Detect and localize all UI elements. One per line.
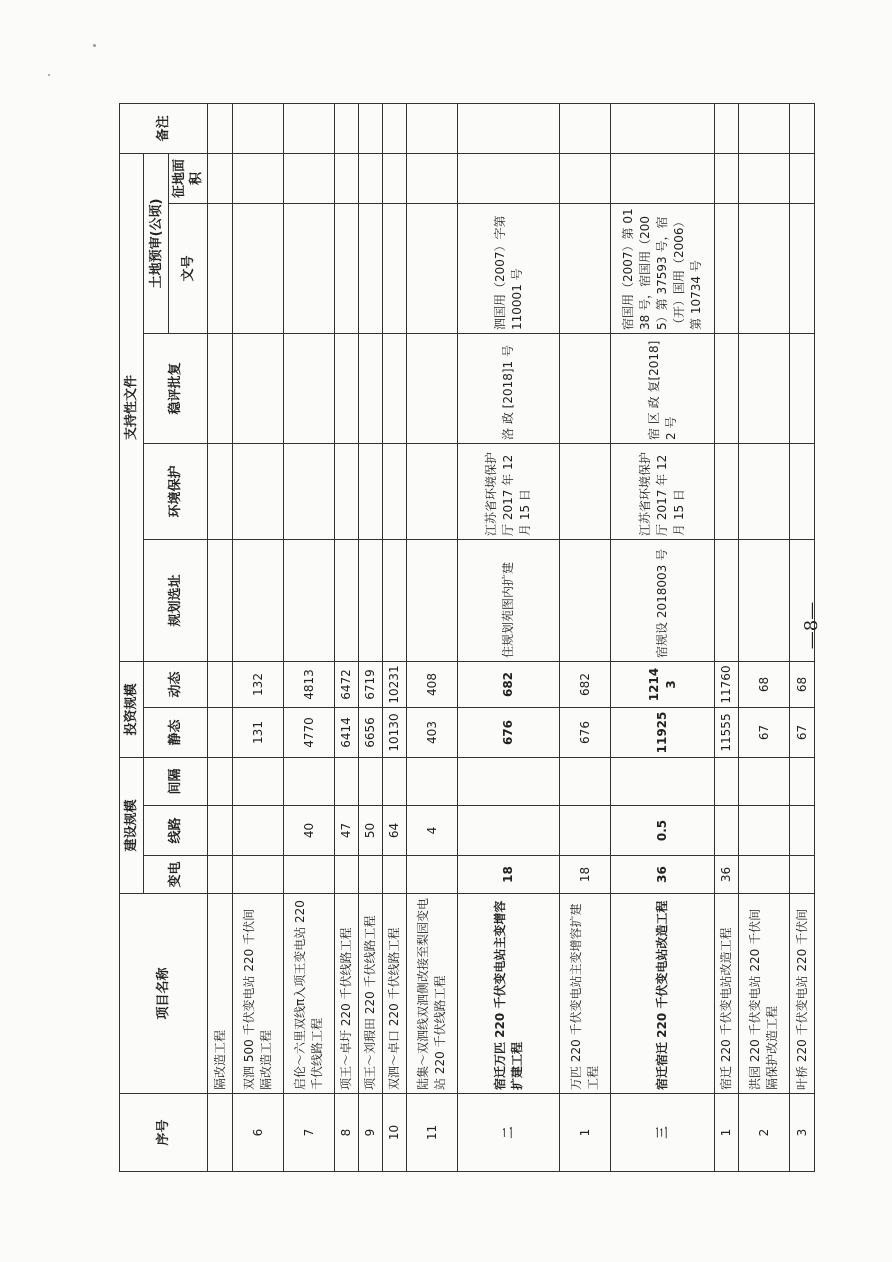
cell-env (715, 443, 739, 539)
cell-static: 131 (233, 708, 284, 758)
cell-sub: 36 (715, 856, 739, 894)
cell-seq: 三 (611, 1094, 715, 1172)
cell-stab (407, 333, 458, 443)
cell-plan (383, 539, 407, 661)
cell-area (383, 153, 407, 203)
cell-sub (335, 856, 359, 894)
header-env-protection: 环境保护 (144, 443, 208, 539)
cell-seq: 8 (335, 1094, 359, 1172)
cell-bay (611, 758, 715, 806)
table-row (739, 103, 790, 1171)
cell-seq: 1 (560, 1094, 611, 1172)
cell-doc: 宿国用（2007）第 0138 号，宿国用（2005）第 37593 号，宿（开）国用（2006）第 10734 号 (611, 203, 715, 333)
cell-plan: 住规划苑图内扩建 (458, 539, 560, 661)
cell-dynamic: 4813 (284, 661, 335, 707)
cell-bay (560, 758, 611, 806)
cell-name: 宿迁万匹 220 千伏变电站主变增容扩建工程 (458, 894, 560, 1094)
cell-seq: 3 (790, 1094, 815, 1172)
cell-seq (208, 1094, 233, 1172)
cell-env (284, 443, 335, 539)
cell-bay (284, 758, 335, 806)
cell-static: 676 (560, 708, 611, 758)
cell-env (407, 443, 458, 539)
cell-static: 4770 (284, 708, 335, 758)
cell-sub (233, 856, 284, 894)
header-bay: 间隔 (144, 758, 208, 806)
cell-line: 50 (359, 806, 383, 856)
cell-env (359, 443, 383, 539)
cell-plan (739, 539, 790, 661)
cell-line (739, 806, 790, 856)
cell-name: 宿迁 220 千伏变电站改造工程 (715, 894, 739, 1094)
cell-doc (383, 203, 407, 333)
cell-stab (359, 333, 383, 443)
cell-name: 万匹 220 千伏变电站主变增容扩建工程 (560, 894, 611, 1094)
cell-doc (560, 203, 611, 333)
cell-doc (208, 203, 233, 333)
table-row (383, 103, 407, 1171)
cell-stab (739, 333, 790, 443)
header-land-area: 征地面积 (169, 153, 208, 203)
cell-seq: 11 (407, 1094, 458, 1172)
cell-note (335, 103, 359, 153)
cell-dynamic: 11760 (715, 661, 739, 707)
cell-env (383, 443, 407, 539)
cell-name: 洪园 220 千伏变电站 220 千伏间隔保护改造工程 (739, 894, 790, 1094)
cell-bay (335, 758, 359, 806)
cell-seq: 10 (383, 1094, 407, 1172)
cell-line (790, 806, 815, 856)
cell-plan (284, 539, 335, 661)
cell-plan (233, 539, 284, 661)
table-row (335, 103, 359, 1171)
rotated-table-container (119, 103, 815, 1172)
cell-sub (383, 856, 407, 894)
cell-bay (359, 758, 383, 806)
cell-area (233, 153, 284, 203)
cell-bay (233, 758, 284, 806)
cell-area (560, 153, 611, 203)
cell-env: 江苏省环境保护厅 2017 年 12 月 15 日 (458, 443, 560, 539)
cell-stab (715, 333, 739, 443)
cell-area (715, 153, 739, 203)
cell-note (407, 103, 458, 153)
cell-doc (739, 203, 790, 333)
header-planning-site: 规划选址 (144, 539, 208, 661)
cell-bay (715, 758, 739, 806)
header-name: 项目名称 (120, 894, 208, 1094)
cell-static: 6656 (359, 708, 383, 758)
table-row (458, 103, 560, 1171)
cell-static: 676 (458, 708, 560, 758)
cell-area (458, 153, 560, 203)
cell-dynamic: 6472 (335, 661, 359, 707)
cell-env (208, 443, 233, 539)
cell-doc (359, 203, 383, 333)
header-build-scale: 建设规模 (120, 758, 144, 894)
cell-name: 双泗 500 千伏变电站 220 千伏间隔改造工程 (233, 894, 284, 1094)
cell-bay (208, 758, 233, 806)
header-remarks: 备注 (120, 103, 208, 153)
cell-env: 江苏省环境保护厅 2017 年 12 月 15 日 (611, 443, 715, 539)
cell-sub (359, 856, 383, 894)
cell-stab (790, 333, 815, 443)
cell-line: 4 (407, 806, 458, 856)
cell-plan (407, 539, 458, 661)
cell-stab (208, 333, 233, 443)
cell-sub: 18 (560, 856, 611, 894)
cell-bay (407, 758, 458, 806)
cell-note (284, 103, 335, 153)
cell-doc (233, 203, 284, 333)
cell-static: 67 (739, 708, 790, 758)
cell-stab (284, 333, 335, 443)
header-line: 线路 (144, 806, 208, 856)
cell-env (790, 443, 815, 539)
cell-area (739, 153, 790, 203)
cell-line (560, 806, 611, 856)
cell-name: 陆集～双泗线双泗侧改接至梨园变电站 220 千伏线路工程 (407, 894, 458, 1094)
cell-dynamic: 408 (407, 661, 458, 707)
cell-doc (335, 203, 359, 333)
cell-area (335, 153, 359, 203)
cell-dynamic: 682 (560, 661, 611, 707)
cell-env (739, 443, 790, 539)
cell-stab (560, 333, 611, 443)
table-row (233, 103, 284, 1171)
header-investment-scale: 投资规模 (120, 661, 144, 757)
cell-env (335, 443, 359, 539)
header-dynamic: 动态 (144, 661, 208, 707)
cell-dynamic: 10231 (383, 661, 407, 707)
cell-seq: 6 (233, 1094, 284, 1172)
cell-note (739, 103, 790, 153)
cell-area (284, 153, 335, 203)
cell-name: 启伦～六里双线π入项王变电站 220 千伏线路工程 (284, 894, 335, 1094)
table-row (611, 103, 715, 1171)
cell-env (233, 443, 284, 539)
cell-dynamic (208, 661, 233, 707)
scan-speck (48, 74, 50, 76)
cell-doc (715, 203, 739, 333)
cell-name: 项王～刘瑕田 220 千伏线路工程 (359, 894, 383, 1094)
cell-bay (383, 758, 407, 806)
cell-plan (208, 539, 233, 661)
cell-sub (790, 856, 815, 894)
cell-doc (407, 203, 458, 333)
cell-note (208, 103, 233, 153)
cell-static: 11925 (611, 708, 715, 758)
cell-area (790, 153, 815, 203)
cell-seq: 二 (458, 1094, 560, 1172)
cell-seq: 1 (715, 1094, 739, 1172)
cell-stab: 洛 政 [2018]1 号 (458, 333, 560, 443)
cell-name: 隔改造工程 (208, 894, 233, 1094)
cell-stab (233, 333, 284, 443)
cell-stab (335, 333, 359, 443)
cell-sub (284, 856, 335, 894)
cell-bay (458, 758, 560, 806)
table-row (407, 103, 458, 1171)
cell-line (208, 806, 233, 856)
cell-note (233, 103, 284, 153)
cell-line: 64 (383, 806, 407, 856)
table-row (208, 103, 233, 1171)
cell-plan (560, 539, 611, 661)
cell-static (208, 708, 233, 758)
cell-env (560, 443, 611, 539)
cell-sub: 18 (458, 856, 560, 894)
cell-dynamic: 12143 (611, 661, 715, 707)
cell-dynamic: 132 (233, 661, 284, 707)
cell-seq: 9 (359, 1094, 383, 1172)
cell-plan (335, 539, 359, 661)
header-static: 静态 (144, 708, 208, 758)
header-substation: 变电 (144, 856, 208, 894)
cell-sub (208, 856, 233, 894)
cell-static: 11555 (715, 708, 739, 758)
scan-speck (93, 44, 96, 47)
cell-seq: 2 (739, 1094, 790, 1172)
cell-note (458, 103, 560, 153)
table-row (560, 103, 611, 1171)
cell-bay (739, 758, 790, 806)
cell-area (359, 153, 383, 203)
cell-bay (790, 758, 815, 806)
cell-note (611, 103, 715, 153)
cell-line (233, 806, 284, 856)
header-land: 土地预审(公顷) (144, 153, 169, 333)
cell-note (359, 103, 383, 153)
cell-note (560, 103, 611, 153)
cell-name: 项王～卓圩 220 千伏线路工程 (335, 894, 359, 1094)
cell-sub (407, 856, 458, 894)
table-body (208, 103, 815, 1171)
cell-line: 40 (284, 806, 335, 856)
cell-note (790, 103, 815, 153)
cell-area (407, 153, 458, 203)
cell-stab (383, 333, 407, 443)
cell-dynamic: 6719 (359, 661, 383, 707)
cell-dynamic: 682 (458, 661, 560, 707)
cell-line: 0.5 (611, 806, 715, 856)
cell-dynamic: 68 (790, 661, 815, 707)
header-seq: 序号 (120, 1094, 208, 1172)
cell-plan (715, 539, 739, 661)
cell-line: 47 (335, 806, 359, 856)
cell-doc (284, 203, 335, 333)
cell-static: 6414 (335, 708, 359, 758)
project-table (119, 103, 815, 1172)
cell-note (383, 103, 407, 153)
table-row (715, 103, 739, 1171)
cell-dynamic: 68 (739, 661, 790, 707)
cell-sub (739, 856, 790, 894)
cell-note (715, 103, 739, 153)
cell-name: 叶桥 220 千伏变电站 220 千伏间 (790, 894, 815, 1094)
cell-area (611, 153, 715, 203)
cell-stab: 宿 区 政 复[2018]2 号 (611, 333, 715, 443)
cell-line (715, 806, 739, 856)
cell-plan (359, 539, 383, 661)
header-doc-no: 文号 (169, 203, 208, 333)
cell-plan: 宿规设 2018003 号 (611, 539, 715, 661)
cell-doc (790, 203, 815, 333)
cell-static: 403 (407, 708, 458, 758)
cell-name: 双泗～卓口 220 千伏线路工程 (383, 894, 407, 1094)
cell-static: 10130 (383, 708, 407, 758)
cell-sub: 36 (611, 856, 715, 894)
header-stability: 稳评批复 (144, 333, 208, 443)
cell-name: 宿迁宿迁 220 千伏变电站改造工程 (611, 894, 715, 1094)
page-number: —8— (801, 601, 823, 649)
header-support-docs: 支持性文件 (120, 153, 144, 661)
cell-doc: 泗国用（2007）字第 110001 号 (458, 203, 560, 333)
cell-area (208, 153, 233, 203)
cell-line (458, 806, 560, 856)
table-row (284, 103, 335, 1171)
cell-static: 67 (790, 708, 815, 758)
table-row (359, 103, 383, 1171)
cell-seq: 7 (284, 1094, 335, 1172)
